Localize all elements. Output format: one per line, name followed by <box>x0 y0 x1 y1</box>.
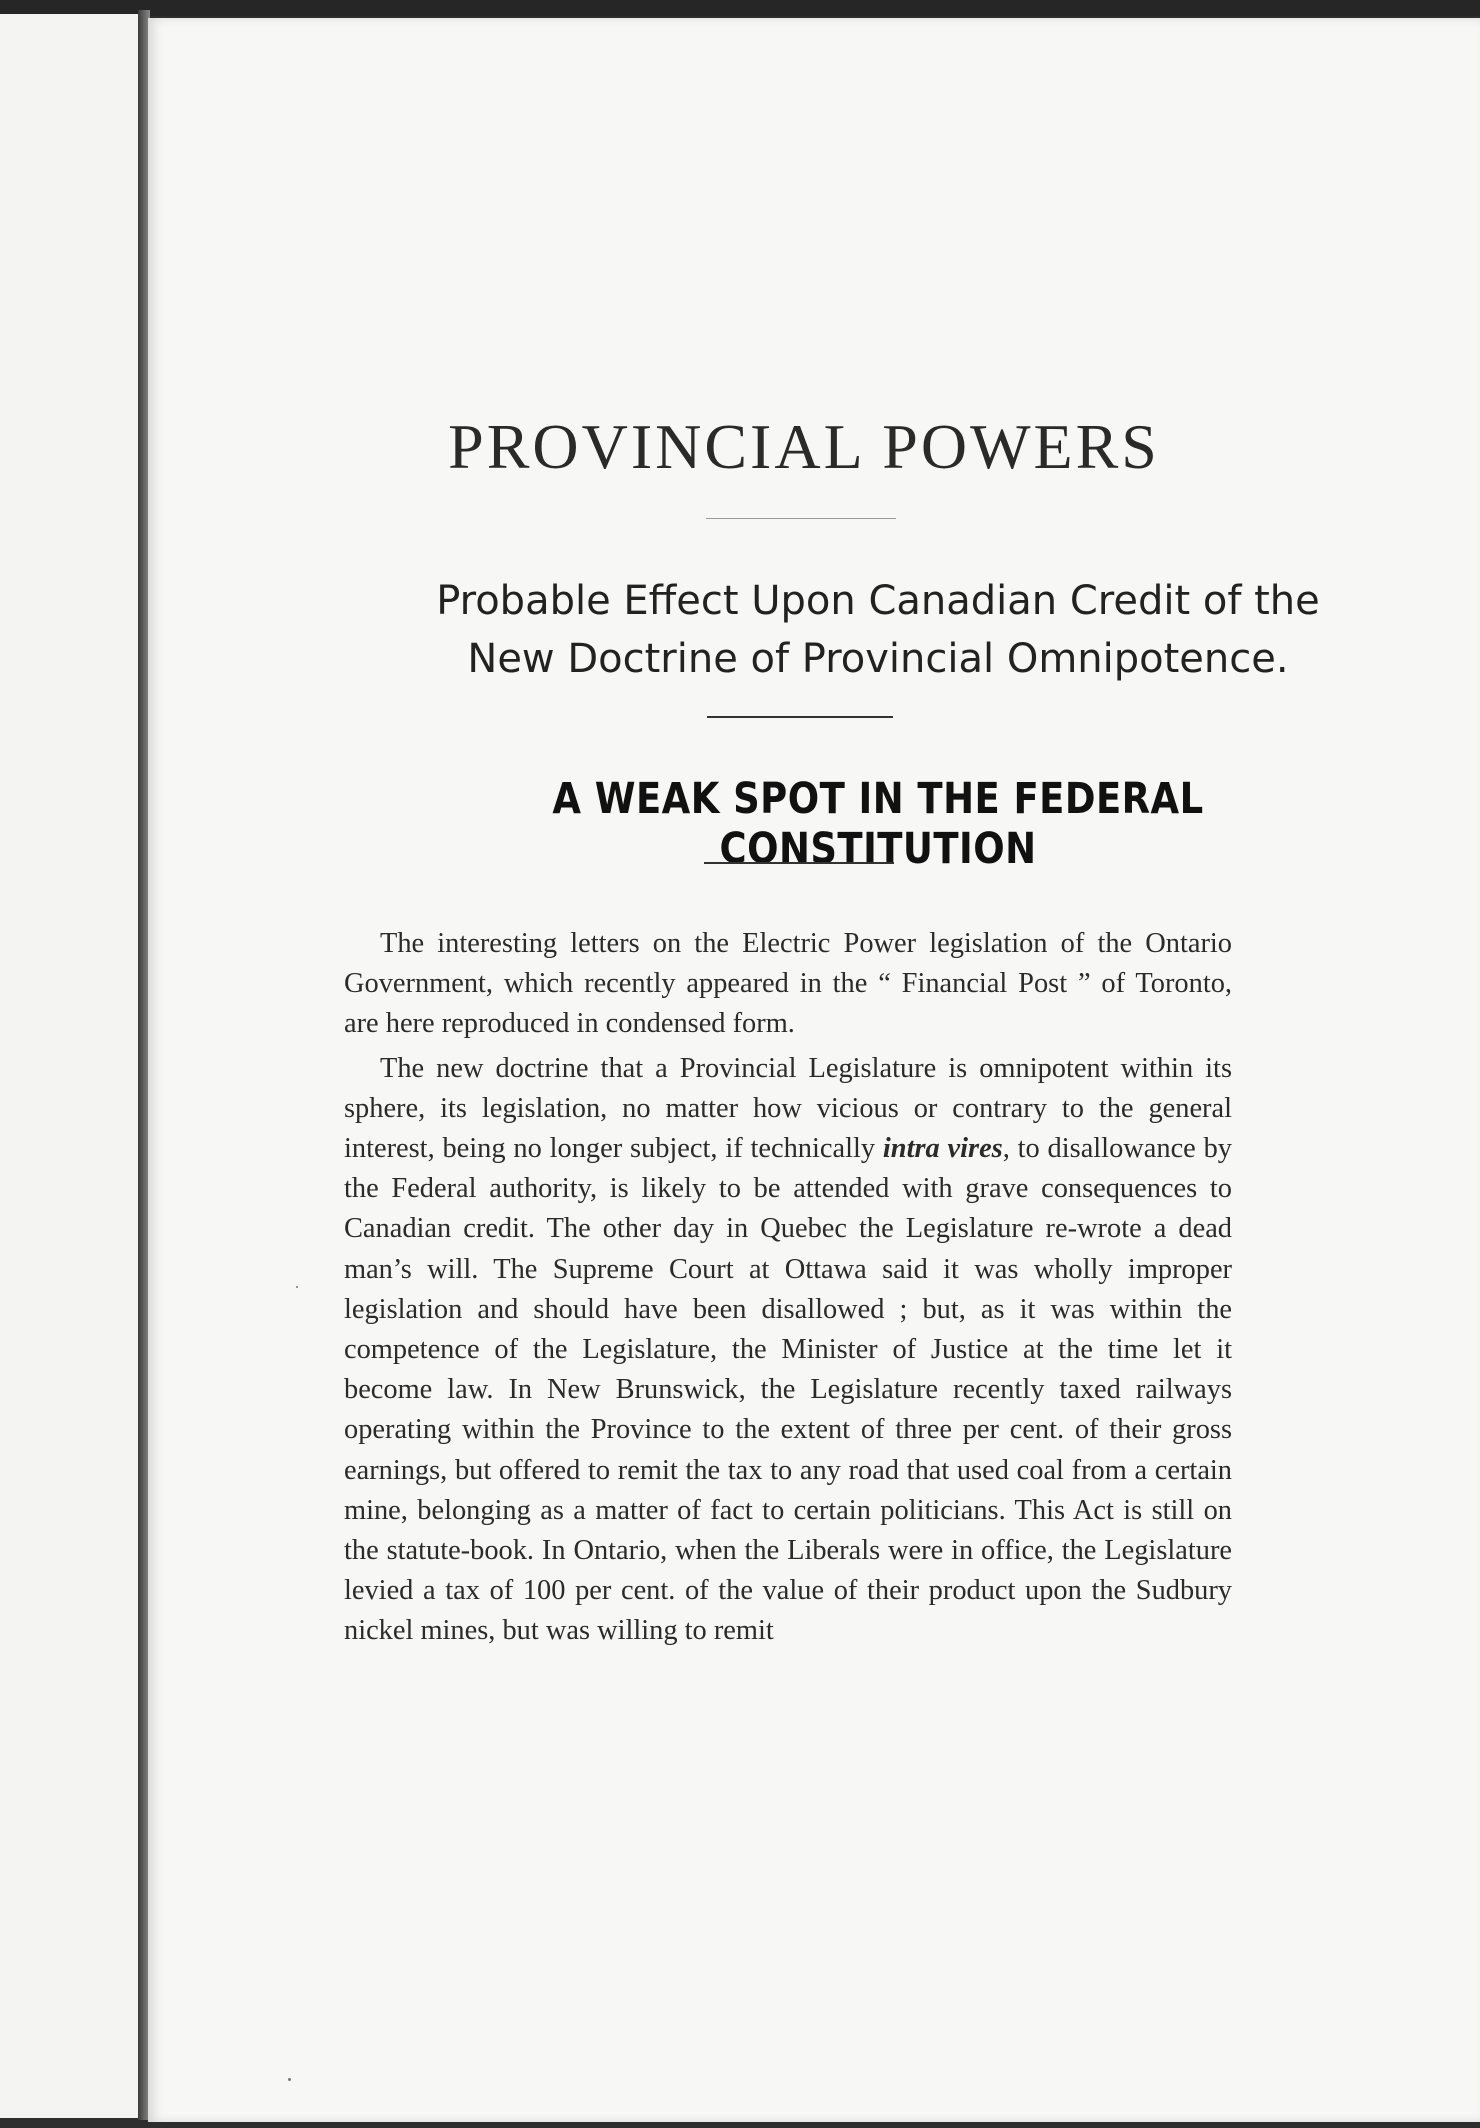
page-title: PROVINCIAL POWERS <box>448 411 1160 482</box>
scan-speck <box>296 1286 298 1288</box>
paragraph-main-rest: , to disallowance by the Federal authority, is likely to be attended with grave consequences to Canadian credit. The other day in Quebec the Legislature re-wrote a dead man’s will. The Supreme Court at Ottawa said it was wholly improper legislation and should have been disallowed ; but, as it was within the competence of the Legislature, the Minister of Justice at the time let it become law. In New Brunswick, the Legislature recently taxed railways operating within the Province to the extent of three per cent. of their gross earnings, but offered to remit the tax to any road that used coal from a certain mine, belonging as a matter of fact to certain politicians. This Act is still on the statute-book. In Ontario, when the Liberals were in office, the Legislature levied a tax of 100 per cent. of the value of their product upon the Sudbury nickel mines, but was willing to remit <box>344 1133 1232 1647</box>
paragraph-intro: The interesting letters on the Electric Power legislation of the Ontario Government, which recently appeared in the “ Financial Post ” of Toronto, are here reproduced in condensed form. <box>344 928 1232 1040</box>
headline: A WEAK SPOT IN THE FEDERAL CONSTITUTION <box>552 774 1204 874</box>
left-facing-page <box>0 14 140 2118</box>
scanner-background <box>0 0 1480 16</box>
latin-phrase: intra vires <box>882 1133 1003 1165</box>
paragraph-main-start: The new doctrine that a Provincial Legislature is omnipotent within its sphere, its legislation, no matter how vicious or contrary to the general interest, being no longer subject, if technically <box>344 1052 1232 1165</box>
subtitle <box>348 572 1408 688</box>
subtitle-line-1: Probable Effect Upon Canadian Credit of the <box>436 578 1320 624</box>
body-text <box>344 924 1232 1652</box>
headline-rule <box>704 862 894 864</box>
scan-speck <box>288 2078 291 2081</box>
paragraph-main <box>344 1049 1232 1652</box>
subtitle-rule <box>707 716 893 718</box>
title-rule <box>706 518 896 519</box>
subtitle-line-2: New Doctrine of Provincial Omnipotence. <box>467 636 1289 682</box>
document-page <box>148 18 1480 2122</box>
